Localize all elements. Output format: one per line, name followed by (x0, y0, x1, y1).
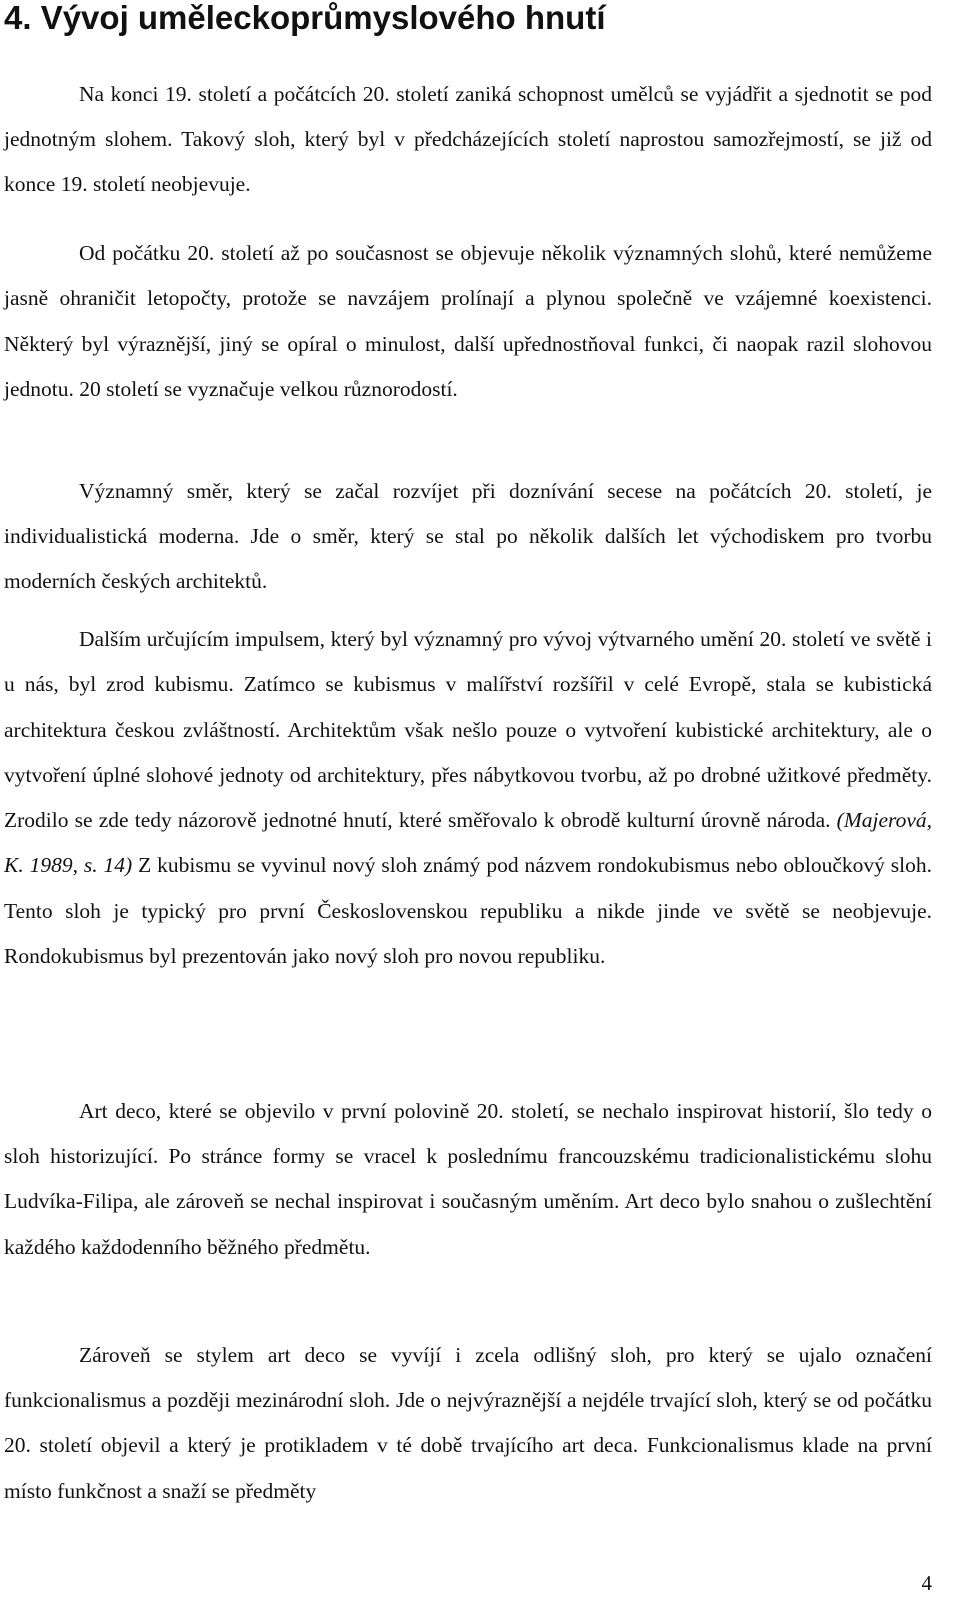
section-heading: 4. Vývoj uměleckoprůmyslového hnutí (4, 0, 606, 36)
cubism-text-after-citation: Z kubismu se vyvinul nový sloh známý pod názvem rondokubismus nebo obloučkový sloh. Tento sloh je typický pro první Československou republiku a nikde jinde ve světě se neobjevuje. Rondokubismus byl prezentován jako nový sloh pro novou republiku. (4, 853, 933, 969)
paragraph-intro: Na konci 19. století a počátcích 20. století zaniká schopnost umělců se vyjádřit a sjednotit se pod jednotným slohem. Takový sloh, který byl v předcházejících století naprostou samozřejmostí, se již od konce 19. století neobjevuje. (4, 82, 932, 197)
cubism-text-before-citation: Dalším určujícím impulsem, který byl významný pro vývoj výtvarného umění 20. století ve světě i u nás, byl zrod kubismu. Zatímco se kubismus v malířství rozšířil v celé Evropě, stala se kubistická architektura českou zvláštností. Architektům však nešlo pouze o vytvoření kubistické architektury, ale o vytvoření úplné slohové jednoty od architektury, přes nábytkovou tvorbu, až po drobné užitkové předměty. Zrodilo se zde tedy názorově jednotné hnutí, které směřovalo k obrodě kulturní úrovně národa. (4, 627, 932, 833)
paragraph-cubism (4, 617, 932, 979)
citation: (Majerová, K. 1989, s. 14) (4, 808, 932, 878)
page-number: 4 (921, 1571, 932, 1595)
paragraph-individualist-modernism: Významný směr, který se začal rozvíjet při doznívání secese na počátcích 20. století, je individualistická moderna. Jde o směr, který se stal po několik dalších let východiskem pro tvorbu moderních českých architektů. (4, 479, 932, 594)
paragraph-art-deco: Art deco, které se objevilo v první polovině 20. století, se nechalo inspirovat historií, šlo tedy o sloh historizující. Po stránce formy se vracel k poslednímu francouzskému tradicionalistickému slohu Ludvíka-Filipa, ale zároveň se nechal inspirovat i současným uměním. Art deco bylo snahou o zušlechtění každého každodenního běžného předmětu. (4, 1099, 932, 1259)
paragraph-styles: Od počátku 20. století až po současnost se objevuje několik významných slohů, které nemůžeme jasně ohraničit letopočty, protože se navzájem prolínají a plynou společně ve vzájemné koexistenci. Některý byl výraznější, jiný se opíral o minulost, další upřednostňoval funkci, či naopak razil slohovou jednotu. 20 století se vyznačuje velkou různorodostí. (4, 241, 932, 402)
paragraph-functionalism: Zároveň se stylem art deco se vyvíjí i zcela odlišný sloh, pro který se ujalo označení funkcionalismus a později mezinárodní sloh. Jde o nejvýraznější a nejdéle trvající sloh, který se od počátku 20. století objevil a který je protikladem v té době trvajícího art deca. Funkcionalismus klade na první místo funkčnost a snaží se předměty (4, 1343, 932, 1503)
